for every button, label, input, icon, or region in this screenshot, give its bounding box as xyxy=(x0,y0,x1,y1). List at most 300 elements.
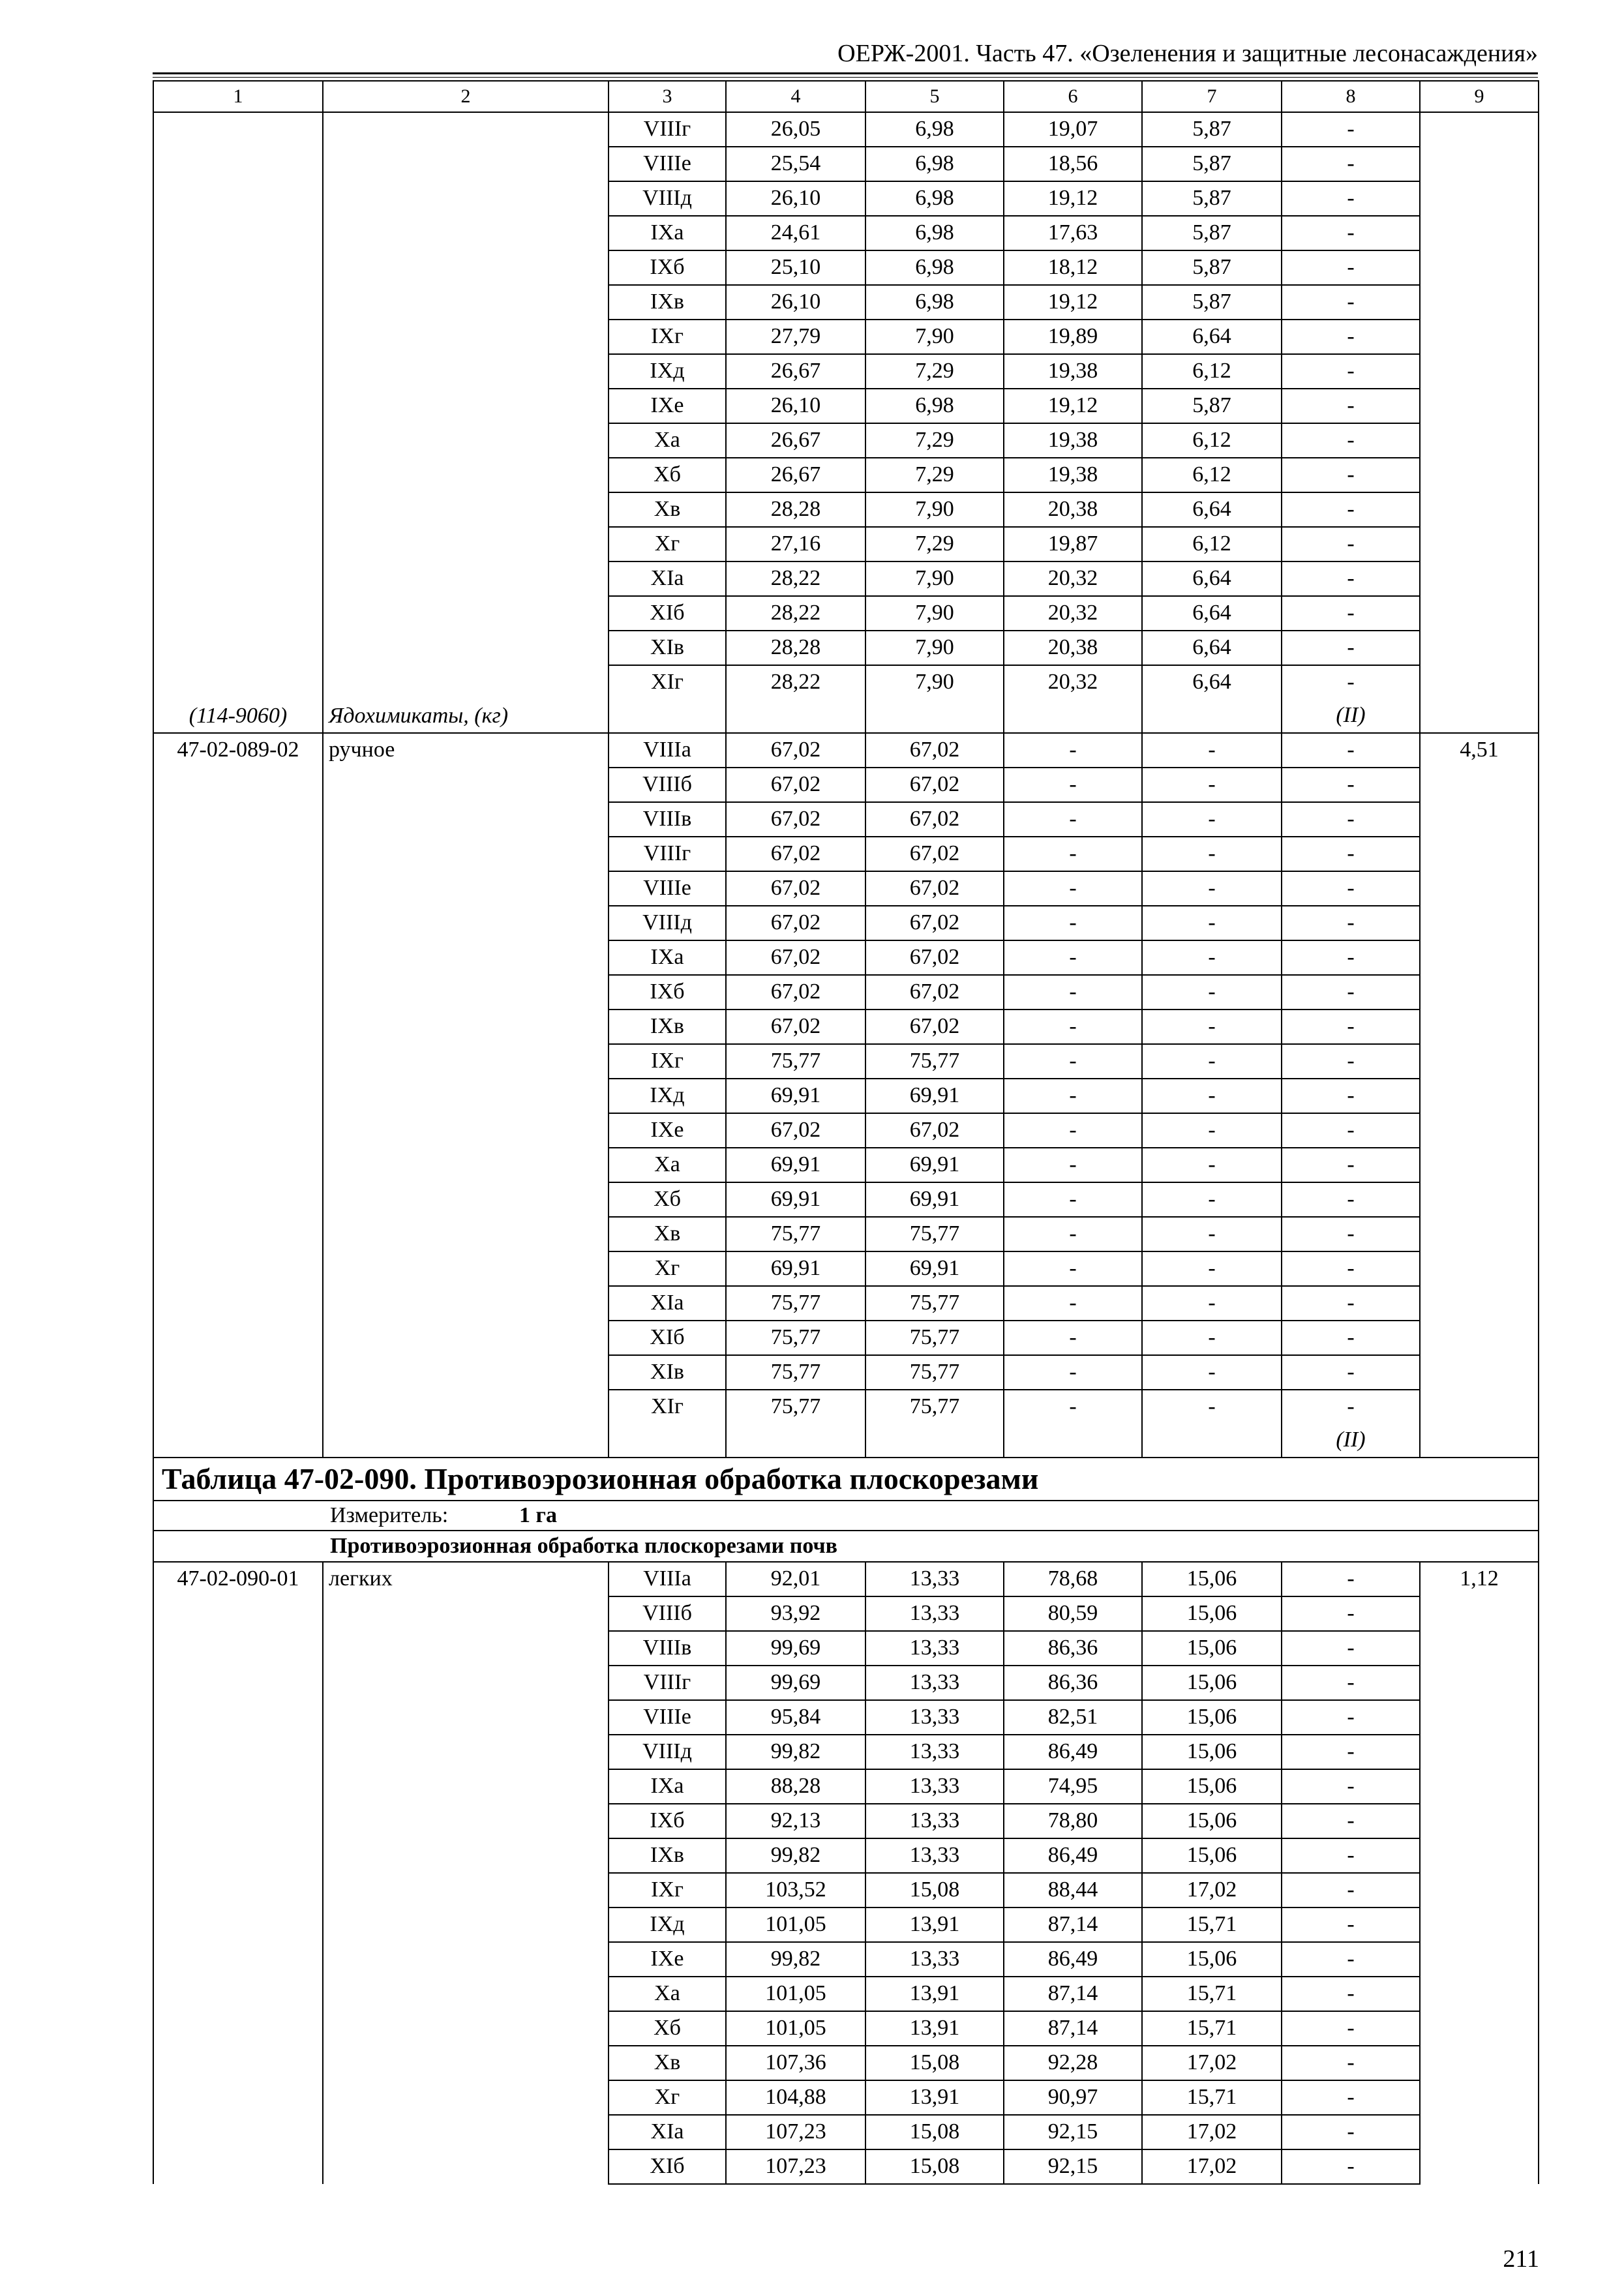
value-cell: 5,87 xyxy=(1142,216,1282,250)
value-cell: - xyxy=(1142,1321,1282,1355)
value-cell: 69,91 xyxy=(726,1251,865,1286)
value-cell: - xyxy=(1004,1390,1142,1458)
value-cell: 6,98 xyxy=(865,181,1004,216)
value-cell: 107,23 xyxy=(726,2149,865,2184)
area-cell: XIв xyxy=(609,1355,726,1390)
value-cell: - xyxy=(1282,181,1420,216)
value-cell: 15,71 xyxy=(1142,1977,1282,2011)
page-number: 211 xyxy=(1503,2245,1539,2273)
value-cell: - xyxy=(1282,1631,1420,1666)
value-cell: - xyxy=(1142,1113,1282,1148)
value-cell: 7,90 xyxy=(865,596,1004,631)
value-cell: 15,08 xyxy=(865,2149,1004,2184)
value-cell: 6,98 xyxy=(865,147,1004,181)
coefficient-cell: 1,12 xyxy=(1420,1562,1539,2184)
value-cell: 13,91 xyxy=(865,2080,1004,2115)
value-cell: 5,87 xyxy=(1142,250,1282,285)
value-cell: 86,49 xyxy=(1004,1838,1142,1873)
value-cell: - xyxy=(1282,389,1420,423)
value-cell: 80,59 xyxy=(1004,1596,1142,1631)
value-cell: 28,22 xyxy=(726,665,865,733)
column-number: 9 xyxy=(1420,81,1539,112)
value-cell: - xyxy=(1282,1355,1420,1390)
area-cell: XIг xyxy=(609,1390,726,1458)
value-cell: 5,87 xyxy=(1142,389,1282,423)
value-cell: 15,06 xyxy=(1142,1769,1282,1804)
value-cell: 6,64 xyxy=(1142,596,1282,631)
value-cell: 17,02 xyxy=(1142,2046,1282,2080)
value-cell: 75,77 xyxy=(726,1390,865,1458)
value-cell: - xyxy=(1142,975,1282,1010)
value-cell: 75,77 xyxy=(865,1355,1004,1390)
value-cell: - xyxy=(1282,527,1420,561)
area-cell: IXв xyxy=(609,1838,726,1873)
value-cell: 67,02 xyxy=(726,1113,865,1148)
value-cell: - xyxy=(1282,2080,1420,2115)
value-cell: 6,98 xyxy=(865,389,1004,423)
value-cell: 13,33 xyxy=(865,1804,1004,1838)
section-title: Противоэрозионная обработка плоскорезами почв xyxy=(153,1531,1539,1562)
value-cell: 15,71 xyxy=(1142,2011,1282,2046)
column-number: 3 xyxy=(609,81,726,112)
value-cell: - xyxy=(1282,492,1420,527)
area-cell: IXг xyxy=(609,1044,726,1079)
value-cell: 26,67 xyxy=(726,423,865,458)
value-cell: 17,63 xyxy=(1004,216,1142,250)
work-name-cell: легких xyxy=(323,1562,609,2184)
value-cell: - xyxy=(1004,1113,1142,1148)
value-cell: 7,90 xyxy=(865,320,1004,354)
column-number: 4 xyxy=(726,81,865,112)
value-cell: 6,12 xyxy=(1142,423,1282,458)
value-cell: 93,92 xyxy=(726,1596,865,1631)
value-cell: - xyxy=(1142,1217,1282,1251)
value-cell: 15,06 xyxy=(1142,1804,1282,1838)
area-cell: IXб xyxy=(609,250,726,285)
value-cell: - xyxy=(1004,871,1142,906)
value-cell: - xyxy=(1282,1321,1420,1355)
value-cell: 67,02 xyxy=(865,871,1004,906)
area-cell: IXв xyxy=(609,1010,726,1044)
value-cell: - xyxy=(1282,1908,1420,1942)
value-cell: - xyxy=(1004,837,1142,871)
value-cell: 25,54 xyxy=(726,147,865,181)
value-cell: - xyxy=(1142,1010,1282,1044)
value-cell: 27,16 xyxy=(726,527,865,561)
column-number: 2 xyxy=(323,81,609,112)
area-cell: VIIIв xyxy=(609,1631,726,1666)
value-cell: - xyxy=(1282,871,1420,906)
measure-value: 1 га xyxy=(519,1503,557,1527)
value-cell: 99,69 xyxy=(726,1631,865,1666)
value-cell: - xyxy=(1282,1873,1420,1908)
value-cell: - xyxy=(1282,2115,1420,2149)
value-cell: - xyxy=(1142,733,1282,768)
value-cell: 107,23 xyxy=(726,2115,865,2149)
value-cell: - xyxy=(1142,1182,1282,1217)
rate-code-cell: 47-02-090-01 xyxy=(153,1562,323,2184)
column-number-row xyxy=(153,81,1539,112)
value-cell: 15,71 xyxy=(1142,2080,1282,2115)
area-cell: VIIIд xyxy=(609,1735,726,1769)
coefficient-cell: 4,51 xyxy=(1420,733,1539,1458)
value-cell: - xyxy=(1142,940,1282,975)
area-cell: Xа xyxy=(609,423,726,458)
value-cell: 86,36 xyxy=(1004,1631,1142,1666)
value-cell: 7,29 xyxy=(865,458,1004,492)
area-cell: IXб xyxy=(609,975,726,1010)
value-cell: 25,10 xyxy=(726,250,865,285)
value-cell: - xyxy=(1282,1596,1420,1631)
value-cell: 78,80 xyxy=(1004,1804,1142,1838)
value-cell: 19,38 xyxy=(1004,354,1142,389)
column-number: 8 xyxy=(1282,81,1420,112)
value-cell: - xyxy=(1004,1217,1142,1251)
value-cell: 19,07 xyxy=(1004,112,1142,147)
value-cell: 67,02 xyxy=(726,940,865,975)
area-cell: XIб xyxy=(609,2149,726,2184)
value-cell: 13,33 xyxy=(865,1942,1004,1977)
area-cell: XIб xyxy=(609,596,726,631)
value-cell: - xyxy=(1004,733,1142,768)
work-name-cell xyxy=(323,112,609,733)
area-cell: IXе xyxy=(609,1942,726,1977)
area-cell: Xв xyxy=(609,2046,726,2080)
value-cell: 6,64 xyxy=(1142,631,1282,665)
area-cell: Xг xyxy=(609,527,726,561)
value-cell: - xyxy=(1282,940,1420,975)
value-cell: - xyxy=(1004,906,1142,940)
value-cell: 67,02 xyxy=(726,802,865,837)
value-cell: 15,06 xyxy=(1142,1631,1282,1666)
value-cell: 69,91 xyxy=(865,1251,1004,1286)
value-cell: 6,64 xyxy=(1142,492,1282,527)
value-cell: - xyxy=(1282,837,1420,871)
value-cell: 67,02 xyxy=(865,837,1004,871)
value-cell: 13,33 xyxy=(865,1838,1004,1873)
measure-cell xyxy=(153,1501,1539,1531)
value-cell: 67,02 xyxy=(726,733,865,768)
value-cell: - xyxy=(1142,837,1282,871)
value-cell: 7,90 xyxy=(865,561,1004,596)
value-cell: - xyxy=(1004,1010,1142,1044)
value-cell: 75,77 xyxy=(726,1217,865,1251)
value-cell: - xyxy=(1142,1079,1282,1113)
value-cell: 13,33 xyxy=(865,1666,1004,1700)
value-cell: 15,06 xyxy=(1142,1562,1282,1596)
table-row xyxy=(153,112,1539,147)
value-cell: - xyxy=(1282,1562,1420,1596)
value-cell: 6,12 xyxy=(1142,527,1282,561)
value-cell: - xyxy=(1282,561,1420,596)
area-cell: IXд xyxy=(609,1079,726,1113)
value-cell: 69,91 xyxy=(865,1079,1004,1113)
area-cell: VIIIг xyxy=(609,112,726,147)
value-cell: 19,38 xyxy=(1004,423,1142,458)
value-cell: 67,02 xyxy=(865,1113,1004,1148)
area-cell: XIа xyxy=(609,2115,726,2149)
value-cell: - xyxy=(1142,1148,1282,1182)
area-cell: VIIIе xyxy=(609,1700,726,1735)
value-cell: 92,15 xyxy=(1004,2115,1142,2149)
area-cell: VIIIе xyxy=(609,871,726,906)
area-cell: Xг xyxy=(609,1251,726,1286)
value-cell: - xyxy=(1142,1390,1282,1458)
value-cell: 5,87 xyxy=(1142,112,1282,147)
value-cell: 5,87 xyxy=(1142,181,1282,216)
value-cell: 6,98 xyxy=(865,216,1004,250)
value-cell: 92,15 xyxy=(1004,2149,1142,2184)
value-cell: 87,14 xyxy=(1004,1977,1142,2011)
value-cell: 26,10 xyxy=(726,285,865,320)
area-cell: VIIIг xyxy=(609,837,726,871)
area-cell: VIIIг xyxy=(609,1666,726,1700)
value-cell: - xyxy=(1282,1113,1420,1148)
value-cell: 15,06 xyxy=(1142,1942,1282,1977)
value-cell: - xyxy=(1282,1251,1420,1286)
value-cell: 26,05 xyxy=(726,112,865,147)
area-cell: IXа xyxy=(609,940,726,975)
value-cell: 6,98 xyxy=(865,112,1004,147)
value-cell: 88,44 xyxy=(1004,1873,1142,1908)
value-cell: 101,05 xyxy=(726,2011,865,2046)
area-cell: Xа xyxy=(609,1977,726,2011)
value-cell: 75,77 xyxy=(865,1321,1004,1355)
table-caption: Таблица 47-02-090. Противоэрозионная обработка плоскорезами xyxy=(153,1458,1539,1501)
value-cell: 86,49 xyxy=(1004,1942,1142,1977)
area-cell: IXв xyxy=(609,285,726,320)
value-cell: 67,02 xyxy=(865,802,1004,837)
value-cell: - xyxy=(1282,147,1420,181)
value-cell: - xyxy=(1282,631,1420,665)
value-cell: 67,02 xyxy=(726,906,865,940)
value-cell: - xyxy=(1004,975,1142,1010)
value-cell: 74,95 xyxy=(1004,1769,1142,1804)
area-cell: Xв xyxy=(609,1217,726,1251)
value-cell: 67,02 xyxy=(726,1010,865,1044)
value-cell: - xyxy=(1282,596,1420,631)
value-cell: - xyxy=(1282,1182,1420,1217)
value-cell: 19,12 xyxy=(1004,285,1142,320)
value-cell: - xyxy=(1282,320,1420,354)
value-cell: 13,33 xyxy=(865,1562,1004,1596)
header-rule xyxy=(153,72,1538,74)
value-cell: 17,02 xyxy=(1142,2115,1282,2149)
area-cell: VIIIб xyxy=(609,1596,726,1631)
area-cell: IXа xyxy=(609,1769,726,1804)
value-cell: 6,64 xyxy=(1142,561,1282,596)
value-cell: 28,22 xyxy=(726,596,865,631)
value-cell: - xyxy=(1282,1148,1420,1182)
value-cell: 7,29 xyxy=(865,354,1004,389)
value-cell: - xyxy=(1142,768,1282,802)
value-cell: 6,12 xyxy=(1142,458,1282,492)
area-cell: XIв xyxy=(609,631,726,665)
value-cell: 69,91 xyxy=(726,1079,865,1113)
value-cell: - xyxy=(1282,1217,1420,1251)
value-cell: 17,02 xyxy=(1142,2149,1282,2184)
value-cell: 6,98 xyxy=(865,250,1004,285)
value-cell: 6,64 xyxy=(1142,665,1282,733)
value-cell: 107,36 xyxy=(726,2046,865,2080)
value-cell: 17,02 xyxy=(1142,1873,1282,1908)
value-cell: 13,33 xyxy=(865,1769,1004,1804)
value-cell: - xyxy=(1282,285,1420,320)
area-cell: IXа xyxy=(609,216,726,250)
value-cell: 99,82 xyxy=(726,1838,865,1873)
value-cell: - xyxy=(1004,940,1142,975)
value-cell: 75,77 xyxy=(865,1217,1004,1251)
value-cell: 75,77 xyxy=(865,1286,1004,1321)
coefficient-cell xyxy=(1420,112,1539,733)
table-row xyxy=(153,733,1539,768)
value-cell: 67,02 xyxy=(865,940,1004,975)
value-cell: - xyxy=(1004,1286,1142,1321)
value-cell: 13,91 xyxy=(865,1908,1004,1942)
area-cell: IXд xyxy=(609,1908,726,1942)
area-cell: XIб xyxy=(609,1321,726,1355)
value-cell: 67,02 xyxy=(726,871,865,906)
area-cell: XIа xyxy=(609,1286,726,1321)
column-number: 5 xyxy=(865,81,1004,112)
value-cell: - xyxy=(1004,1251,1142,1286)
area-cell: VIIIд xyxy=(609,181,726,216)
table-body xyxy=(153,81,1539,2184)
value-cell: - xyxy=(1282,2011,1420,2046)
value-cell: 67,02 xyxy=(726,837,865,871)
column-number: 6 xyxy=(1004,81,1142,112)
value-cell: 28,22 xyxy=(726,561,865,596)
value-cell: 67,02 xyxy=(865,733,1004,768)
value-cell: 99,69 xyxy=(726,1666,865,1700)
value-cell: 67,02 xyxy=(726,768,865,802)
value-cell: 15,71 xyxy=(1142,1908,1282,1942)
value-cell: 78,68 xyxy=(1004,1562,1142,1596)
value-cell: 19,12 xyxy=(1004,181,1142,216)
value-cell: - xyxy=(1004,802,1142,837)
work-name-cell: ручное xyxy=(323,733,609,1458)
value-cell: - xyxy=(1282,112,1420,147)
value-cell: - xyxy=(1004,768,1142,802)
area-cell: VIIIд xyxy=(609,906,726,940)
value-cell: 104,88 xyxy=(726,2080,865,2115)
value-cell: 15,08 xyxy=(865,2046,1004,2080)
area-cell: Xв xyxy=(609,492,726,527)
value-cell: 67,02 xyxy=(865,768,1004,802)
value-cell: 15,06 xyxy=(1142,1596,1282,1631)
value-cell: 7,90 xyxy=(865,492,1004,527)
value-cell: 13,91 xyxy=(865,1977,1004,2011)
value-cell: - xyxy=(1282,1286,1420,1321)
value-cell: 6,12 xyxy=(1142,354,1282,389)
area-cell: IXе xyxy=(609,389,726,423)
value-cell: 99,82 xyxy=(726,1735,865,1769)
value-cell: 13,33 xyxy=(865,1596,1004,1631)
value-cell: - xyxy=(1142,1286,1282,1321)
value-cell: 20,32 xyxy=(1004,665,1142,733)
value-cell: - xyxy=(1142,1355,1282,1390)
value-cell: 7,90 xyxy=(865,665,1004,733)
value-cell: - xyxy=(1282,2046,1420,2080)
area-cell: VIIIа xyxy=(609,733,726,768)
value-cell: 75,77 xyxy=(726,1044,865,1079)
value-cell: 87,14 xyxy=(1004,1908,1142,1942)
value-cell: 7,29 xyxy=(865,527,1004,561)
value-cell: - xyxy=(1004,1182,1142,1217)
value-cell: 101,05 xyxy=(726,1977,865,2011)
column-number: 7 xyxy=(1142,81,1282,112)
value-cell: - xyxy=(1004,1079,1142,1113)
table-row xyxy=(153,1562,1539,1596)
area-cell: XIг xyxy=(609,665,726,733)
value-cell: 19,89 xyxy=(1004,320,1142,354)
value-cell: 5,87 xyxy=(1142,147,1282,181)
value-cell: 20,32 xyxy=(1004,596,1142,631)
value-cell: 88,28 xyxy=(726,1769,865,1804)
rate-code-cell xyxy=(153,112,323,733)
value-cell: 69,91 xyxy=(865,1182,1004,1217)
value-cell: 7,29 xyxy=(865,423,1004,458)
value-cell: 86,36 xyxy=(1004,1666,1142,1700)
measure-label: Измеритель: xyxy=(330,1503,449,1527)
value-cell: 86,49 xyxy=(1004,1735,1142,1769)
value-cell: 90,97 xyxy=(1004,2080,1142,2115)
value-cell: 15,06 xyxy=(1142,1666,1282,1700)
area-cell: IXг xyxy=(609,320,726,354)
area-cell: XIа xyxy=(609,561,726,596)
value-cell: - xyxy=(1282,1010,1420,1044)
value-cell: 20,38 xyxy=(1004,492,1142,527)
value-cell: - xyxy=(1282,768,1420,802)
value-cell: - xyxy=(1282,1700,1420,1735)
value-cell: 24,61 xyxy=(726,216,865,250)
value-cell: 75,77 xyxy=(865,1044,1004,1079)
value-cell: 18,12 xyxy=(1004,250,1142,285)
value-cell: 28,28 xyxy=(726,492,865,527)
area-cell: IXд xyxy=(609,354,726,389)
area-cell: IXг xyxy=(609,1873,726,1908)
value-cell: 5,87 xyxy=(1142,285,1282,320)
value-cell: 28,28 xyxy=(726,631,865,665)
value-cell: 20,32 xyxy=(1004,561,1142,596)
value-cell: 75,77 xyxy=(865,1390,1004,1458)
area-cell: IXе xyxy=(609,1113,726,1148)
area-cell: Xб xyxy=(609,458,726,492)
value-cell: 19,87 xyxy=(1004,527,1142,561)
value-cell: - xyxy=(1282,1735,1420,1769)
resource-name: Ядохимикаты, (кг) xyxy=(329,704,509,728)
value-cell: 15,08 xyxy=(865,1873,1004,1908)
value-cell: 13,91 xyxy=(865,2011,1004,2046)
resource-class-cell: (II) xyxy=(1282,699,1420,733)
value-cell: - xyxy=(1282,1942,1420,1977)
running-header: ОЕРЖ-2001. Часть 47. «Озеленения и защитные лесонасаждения» xyxy=(837,40,1538,67)
value-cell: 92,28 xyxy=(1004,2046,1142,2080)
value-cell: 13,33 xyxy=(865,1700,1004,1735)
value-cell: 18,56 xyxy=(1004,147,1142,181)
value-cell: 7,90 xyxy=(865,631,1004,665)
value-cell: - xyxy=(1282,975,1420,1010)
value-cell: 27,79 xyxy=(726,320,865,354)
value-cell: - xyxy=(1004,1148,1142,1182)
area-cell: VIIIб xyxy=(609,768,726,802)
area-cell: VIIIе xyxy=(609,147,726,181)
value-cell: 15,06 xyxy=(1142,1838,1282,1873)
value-cell: 26,10 xyxy=(726,181,865,216)
value-cell: 13,33 xyxy=(865,1735,1004,1769)
value-cell: - xyxy=(1282,1977,1420,2011)
resource-code: (114-9060) xyxy=(188,704,288,728)
